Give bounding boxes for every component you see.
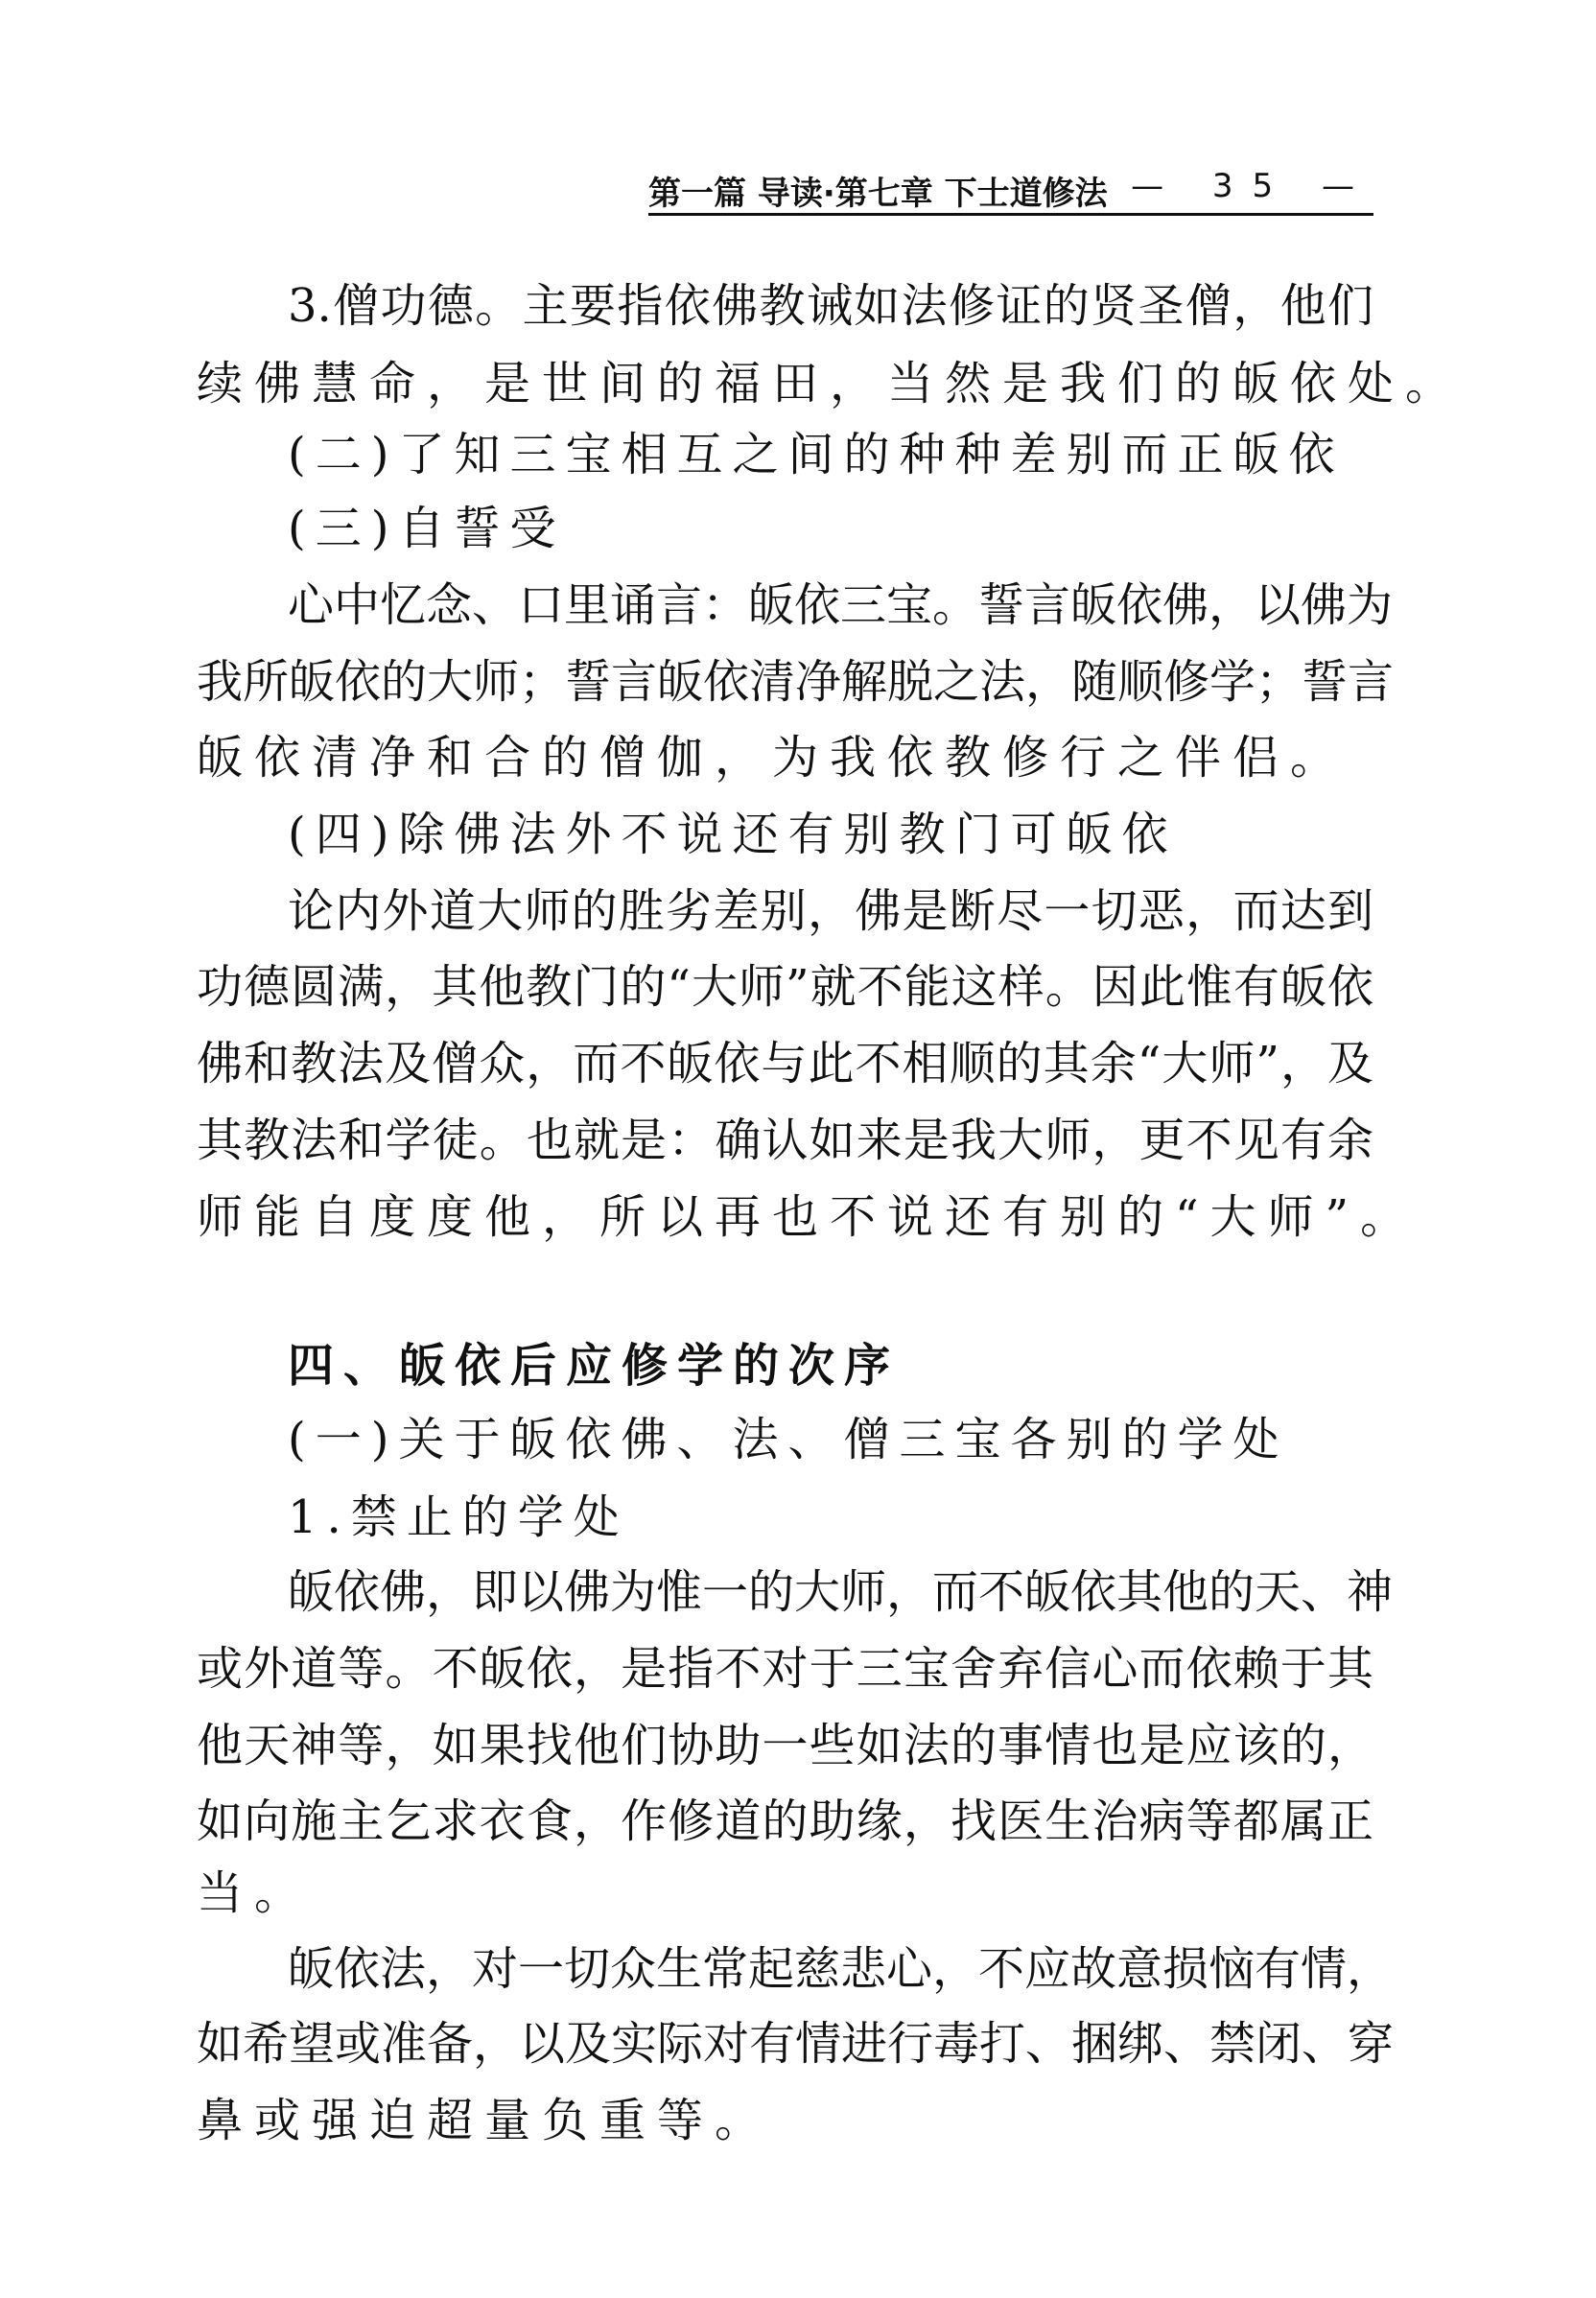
- text-line: 如希望或准备，以及实际对有情进行毒打、捆绑、禁闭、穿: [197, 2017, 1395, 2071]
- text-line: (四)除佛法外不说还有别教门可皈依: [288, 808, 1178, 861]
- text-line: 续佛慧命，是世间的福田，当然是我们的皈依处。: [197, 357, 1464, 410]
- text-line: 3.僧功德。主要指依佛教诫如法修证的贤圣僧，他们: [288, 279, 1373, 333]
- text-line: 心中忆念、口里诵言：皈依三宝。誓言皈依佛，以佛为: [288, 578, 1394, 632]
- text-line: 我所皈依的大师；誓言皈依清净解脱之法，随顺修学；誓言: [197, 655, 1395, 709]
- text-line: 佛和教法及僧众，而不皈依与此不相顺的其余“大师”，及: [197, 1037, 1373, 1090]
- running-header: [648, 161, 1373, 213]
- text-line: 其教法和学徒。也就是：确认如来是我大师，更不见有余: [197, 1114, 1373, 1167]
- text-line: 或外道等。不皈依，是指不对于三宝舍弃信心而依赖于其: [197, 1642, 1373, 1696]
- header-rule: [648, 213, 1373, 216]
- text-line: 皈依法，对一切众生常起慈悲心，不应故意损恼有情，: [288, 1942, 1394, 1996]
- text-line: 皈依清净和合的僧伽，为我依教修行之伴侣。: [197, 731, 1349, 785]
- text-line: 皈依佛，即以佛为惟一的大师，而不皈依其他的天、神: [288, 1565, 1394, 1619]
- text-line: 当。: [197, 1866, 313, 1920]
- text-line: 师能自度度他，所以再也不说还有别的“大师”。: [197, 1190, 1419, 1244]
- text-line: (二)了知三宝相互之间的种种差别而正皈依: [288, 428, 1345, 481]
- text-line: (三)自誓受: [288, 502, 566, 555]
- text-line: 如向施主乞求衣食，作修道的助缘，找医生治病等都属正: [197, 1794, 1373, 1848]
- text-line: 论内外道大师的胜劣差别，佛是断尽一切恶，而达到: [288, 884, 1373, 938]
- text-line: 1.禁止的学处: [288, 1490, 629, 1544]
- page-number: — 35 —: [1131, 167, 1373, 205]
- text-line: (一)关于皈依佛、法、僧三宝各别的学处: [288, 1413, 1289, 1466]
- header-title: 第一篇 导读·第七章 下士道修法: [648, 175, 1108, 213]
- text-line: 鼻或强迫超量负重等。: [197, 2094, 773, 2147]
- text-line: 他天神等，如果找他们协助一些如法的事情也是应该的，: [197, 1719, 1373, 1772]
- section-heading: 四、皈依后应修学的次序: [288, 1339, 901, 1393]
- text-line: 功德圆满，其他教门的“大师”就不能这样。因此惟有皈依: [197, 960, 1373, 1014]
